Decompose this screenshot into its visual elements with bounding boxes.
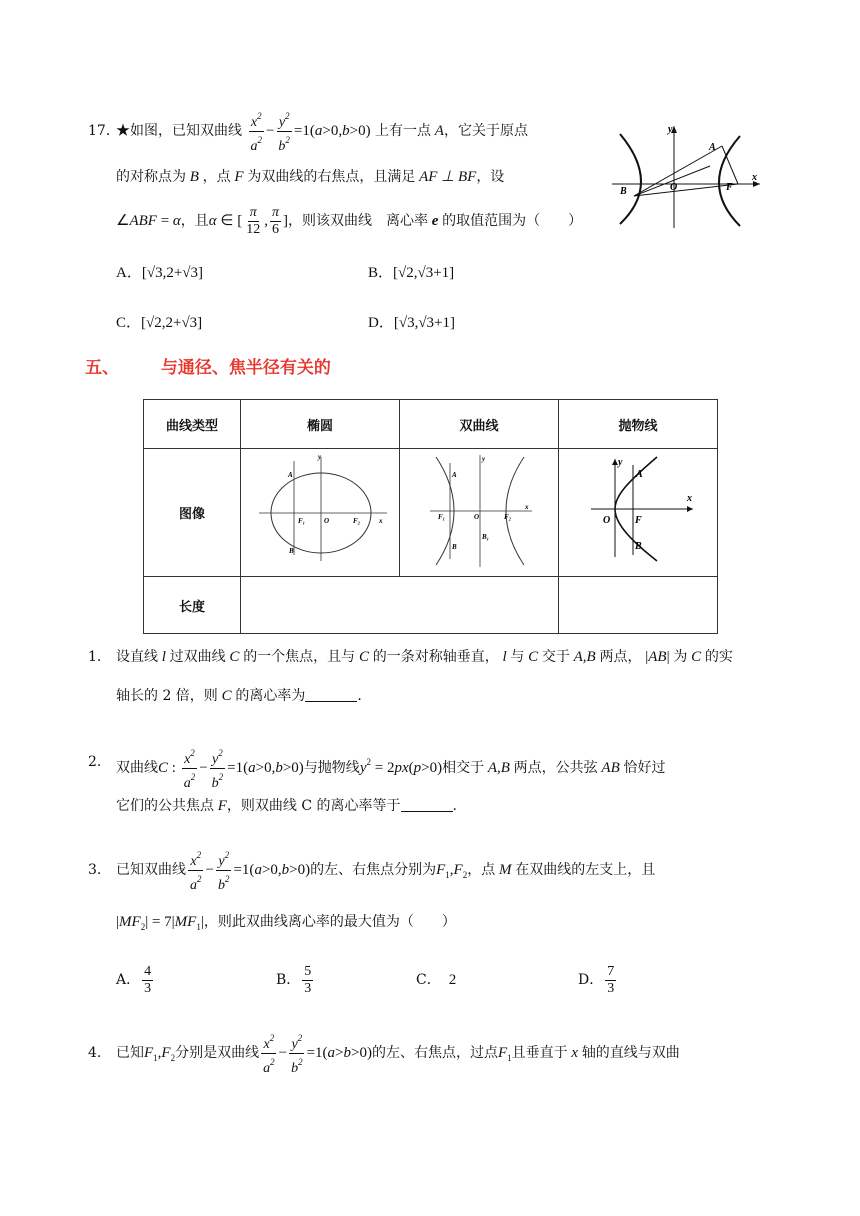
parabola-figure [563, 451, 713, 571]
option-text: [√2,√3+1] [393, 265, 455, 281]
option-text: [√2,2+√3] [141, 315, 203, 331]
point-label: B₁ [482, 532, 490, 541]
section-number: 五、 [85, 358, 119, 378]
table-row-label: 图像 [144, 449, 241, 577]
question-number: 2. [88, 754, 102, 770]
option-text: [√3,2+√3] [141, 265, 204, 281]
question-line: 设直线 l 过双曲线 C 的一个焦点，且与 C 的一条对称轴垂直， l 与 C 交于 A,B 两点， |AB| 为 C 的实 [116, 649, 733, 665]
section-heading [85, 358, 331, 378]
hyperbola-image-cell [400, 449, 559, 577]
question-line: 它们的公共焦点 F，则双曲线 C 的离心率等于 . [116, 798, 457, 814]
axis-label: y [482, 454, 486, 463]
hyperbola-figure [612, 120, 767, 230]
focus-label: F₂ [353, 516, 361, 525]
axis-label: x [379, 516, 383, 525]
length-cell [241, 577, 559, 634]
question-line: 双曲线C : $\frac{x^2}{a^2}$ − $\frac{y^2}{b^2}$ =1(a>0,b>0)与抛物线$y^2 = 2px(p>0)$相交于 A,B 两点，公共弦 AB 恰好过 [116, 734, 666, 796]
focus-label: F₁ [298, 516, 306, 525]
origin-label: O [670, 182, 678, 193]
point-label: B [635, 540, 642, 552]
option-b[interactable]: B．[√2,√3+1] [368, 265, 455, 281]
axis-label: x [687, 492, 692, 504]
table-header-cell: 抛物线 [559, 400, 718, 449]
table-header-cell: 椭圆 [241, 400, 400, 449]
table-row-label: 长度 [144, 577, 241, 634]
question-number: 1. [88, 649, 102, 665]
point-label: B [289, 546, 294, 555]
option-d[interactable]: D．[√3,√3+1] [368, 315, 456, 331]
ellipse-image-cell [241, 449, 400, 577]
focus-label: F₂ [504, 512, 512, 521]
option-a[interactable]: A． $\frac{4}{3}$ [116, 963, 152, 996]
point-label: B [452, 542, 457, 551]
question-number: 3. [88, 862, 102, 878]
focus-label: F [635, 514, 642, 526]
question-line: 已知双曲线 $\frac{x^2}{a^2}$ − $\frac{y^2}{b^2}$ =1(a>0,b>0)的左、右焦点分别为$F_1,F_2$，点 M 在双曲线的左支上，且 [116, 842, 655, 903]
question-line: 轴长的 2 倍，则 C 的离心率为 . [116, 688, 362, 704]
focus-label: F₁ [438, 512, 446, 521]
point-label: A [288, 470, 293, 479]
question-line: ★如图，已知双曲线 $\frac{x^2}{a^2}$ − $\frac{y^2}{b^2}$ =1(a>0,b>0) 上有一点 A，它关于原点 [116, 104, 528, 158]
axis-label: y [318, 452, 322, 461]
option-c[interactable]: C． 2 [416, 972, 457, 988]
table-header-cell: 双曲线 [400, 400, 559, 449]
axis-label: y [668, 124, 673, 135]
point-label: A [709, 142, 716, 153]
conic-table [143, 399, 718, 634]
question-line: 的对称点为 B ，点 F 为双曲线的右焦点，且满足 AF ⊥ BF，设 [116, 169, 505, 185]
origin-label: O [324, 516, 330, 525]
answer-blank[interactable] [305, 687, 357, 702]
ellipse-figure [245, 451, 395, 571]
question-number: 4. [88, 1045, 102, 1061]
point-label: B [620, 186, 627, 197]
point-label: A [636, 468, 643, 480]
axis-label: y [618, 456, 623, 468]
question-line: ∠ABF = α，且α ∈ [ $\frac{\pi}{12}$ , $\frac{\pi}{6}$ ]，则该双曲线 离心率 e 的取值范围为（ ） [116, 204, 583, 237]
hyperbola-table-figure [404, 451, 554, 571]
point-label: A [452, 470, 457, 479]
option-c[interactable]: C．[√2,2+√3] [116, 315, 203, 331]
question-line: $|MF_2| = 7|MF_1|$，则此双曲线离心率的最大值为（ ） [116, 914, 456, 932]
option-d[interactable]: D． $\frac{7}{3}$ [578, 963, 615, 996]
origin-label: O [603, 514, 611, 526]
axis-label: x [752, 172, 757, 183]
axis-label: x [525, 502, 529, 511]
section-title: 与通径、焦半径有关的 [160, 358, 331, 378]
focus-label: F [726, 182, 733, 193]
question-line: 已知$F_1,F_2$分别是双曲线 $\frac{x^2}{a^2}$ − $\frac{y^2}{b^2}$ =1(a>b>0)的左、右焦点，过点$F_1$且垂直于 x 轴的直线与双曲 [116, 1025, 680, 1086]
option-b[interactable]: B． $\frac{5}{3}$ [276, 963, 312, 996]
length-cell [559, 577, 718, 634]
option-text: [√3,√3+1] [393, 315, 456, 331]
answer-blank[interactable] [401, 797, 453, 812]
option-a[interactable]: A．[√3,2+√3] [116, 265, 204, 281]
parabola-image-cell [559, 449, 718, 577]
origin-label: O [474, 512, 480, 521]
question-number: 17. [88, 123, 111, 139]
table-header-cell: 曲线类型 [144, 400, 241, 449]
